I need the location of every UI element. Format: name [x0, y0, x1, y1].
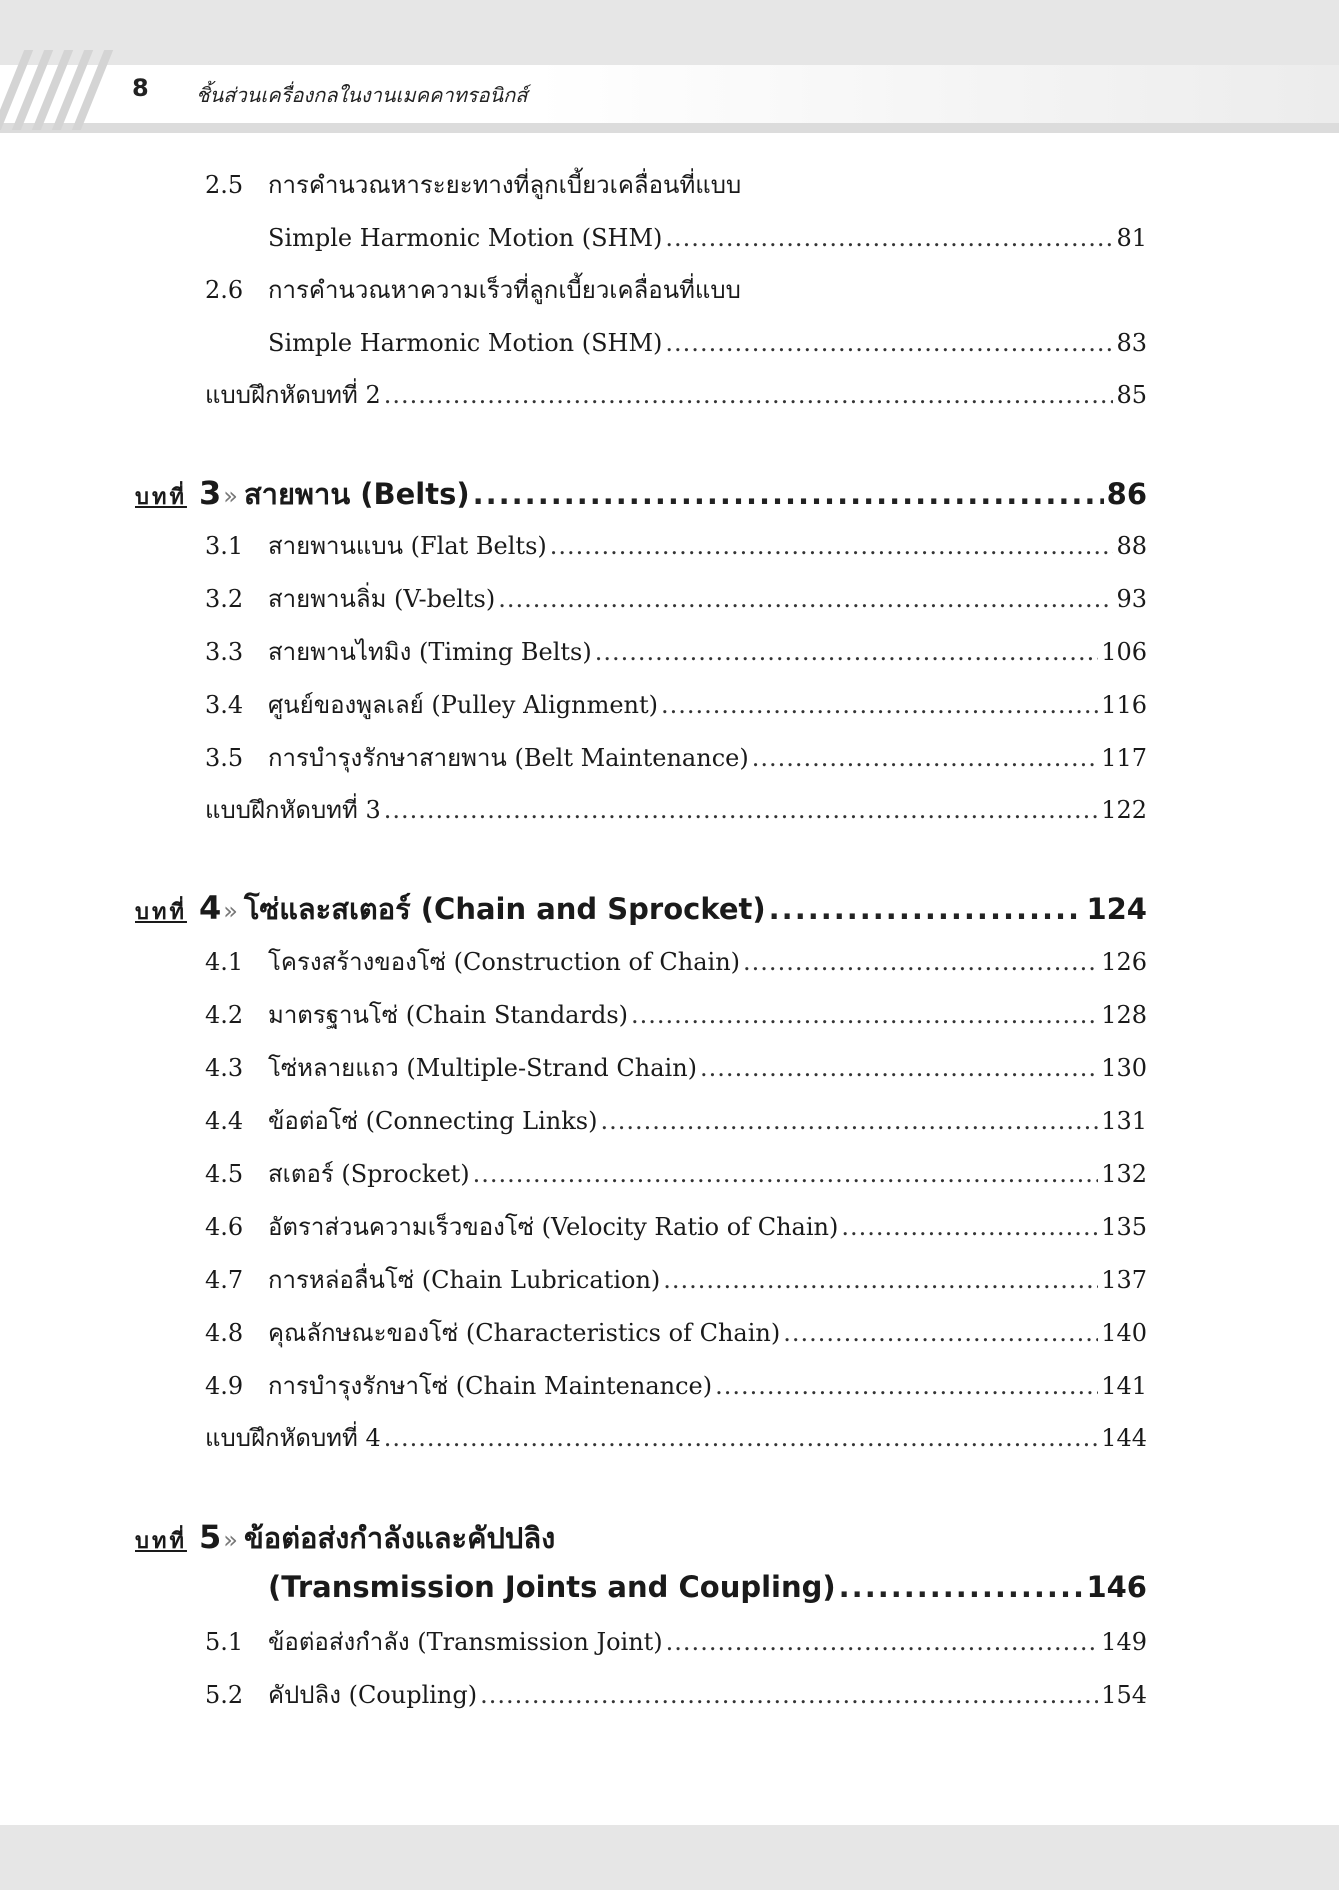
page-ref: 132	[1101, 1160, 1147, 1188]
toc-entry[interactable]	[205, 1624, 1147, 1660]
exercise-title: แบบฝึกหัดบทที่ 4	[205, 1424, 381, 1452]
page-ref: 140	[1101, 1319, 1147, 1347]
dot-leader	[743, 944, 1098, 980]
section-title: การหล่อลื่นโซ่ (Chain Lubrication)	[268, 1266, 661, 1294]
section-title: ศูนย์ของพูลเลย์ (Pulley Alignment)	[268, 691, 659, 719]
section-title: อัตราส่วนความเร็วของโซ่ (Velocity Ratio of Chain)	[268, 1213, 839, 1241]
page-ref: 128	[1101, 1001, 1147, 1029]
page-ref: 141	[1101, 1372, 1147, 1400]
page-ref: 126	[1101, 948, 1147, 976]
chapter-heading-3[interactable]	[135, 472, 1147, 519]
section-number: 4.3	[205, 1054, 244, 1082]
section-number: 2.6	[205, 276, 244, 304]
page-ref: 85	[1116, 381, 1147, 409]
chapter-number: 3	[199, 474, 222, 512]
section-title: การบำรุงรักษาโซ่ (Chain Maintenance)	[268, 1372, 713, 1400]
section-title-cont: Simple Harmonic Motion (SHM)	[268, 329, 663, 357]
section-title: คุณลักษณะของโซ่ (Characteristics of Chain)	[268, 1319, 781, 1347]
dot-leader	[600, 1103, 1098, 1139]
chapter-title: โซ่และสเตอร์ (Chain and Sprocket)	[243, 892, 766, 926]
chapter-number: 4	[199, 889, 222, 927]
dot-leader	[384, 377, 1114, 413]
toc-entry[interactable]	[205, 528, 1147, 564]
section-number: 5.1	[205, 1628, 244, 1656]
chapter-number: 5	[199, 1518, 222, 1556]
dot-leader	[595, 634, 1098, 670]
section-title: การคำนวณหาความเร็วที่ลูกเบี้ยวเคลื่อนที่แบบ	[268, 276, 741, 304]
section-title: สเตอร์ (Sprocket)	[268, 1160, 470, 1188]
exercise-title: แบบฝึกหัดบทที่ 2	[205, 381, 381, 409]
dot-leader	[715, 1368, 1098, 1404]
page-ref: 106	[1101, 638, 1147, 666]
section-number: 4.6	[205, 1213, 244, 1241]
toc-exercise-entry[interactable]	[205, 1420, 1147, 1456]
dot-leader	[700, 1050, 1098, 1086]
dot-leader	[473, 1156, 1099, 1192]
toc-entry-continuation[interactable]	[268, 325, 1147, 361]
exercise-title: แบบฝึกหัดบทที่ 3	[205, 796, 381, 824]
page-ref: 144	[1101, 1424, 1147, 1452]
toc-exercise-entry[interactable]	[205, 377, 1147, 413]
page-ref: 117	[1101, 744, 1147, 772]
section-number: 2.5	[205, 171, 244, 199]
dot-leader	[769, 888, 1084, 930]
page-ref: 88	[1116, 532, 1147, 560]
section-title: ข้อต่อโซ่ (Connecting Links)	[268, 1107, 598, 1135]
toc-entry[interactable]	[205, 167, 1147, 203]
page-ref: 130	[1101, 1054, 1147, 1082]
section-title: โครงสร้างของโซ่ (Construction of Chain)	[268, 948, 741, 976]
toc-entry[interactable]	[205, 1315, 1147, 1351]
section-title: มาตรฐานโซ่ (Chain Standards)	[268, 1001, 628, 1029]
chapter-word: บทที่	[135, 485, 187, 510]
double-chevron-icon: »	[223, 1526, 238, 1554]
chapter-title: ข้อต่อส่งกำลังและคัปปลิง	[243, 1521, 556, 1555]
dot-leader	[663, 1262, 1098, 1298]
page-ref: 146	[1086, 1570, 1147, 1604]
section-title: โซ่หลายแถว (Multiple-Strand Chain)	[268, 1054, 698, 1082]
dot-leader	[783, 1315, 1098, 1351]
section-title: สายพานแบน (Flat Belts)	[268, 532, 547, 560]
dot-leader	[498, 581, 1113, 617]
page-ref: 83	[1116, 329, 1147, 357]
dot-leader	[841, 1209, 1098, 1245]
page-ref: 135	[1101, 1213, 1147, 1241]
toc-entry[interactable]	[205, 581, 1147, 617]
top-margin-band	[0, 0, 1339, 65]
toc-entry[interactable]	[205, 1050, 1147, 1086]
page-ref: 154	[1101, 1681, 1147, 1709]
book-title: ชิ้นส่วนเครื่องกลในงานเมคคาทรอนิกส์	[196, 83, 528, 107]
double-chevron-icon: »	[223, 897, 238, 925]
section-title: ข้อต่อส่งกำลัง (Transmission Joint)	[268, 1628, 663, 1656]
page-ref: 86	[1106, 477, 1147, 511]
section-number: 4.7	[205, 1266, 244, 1294]
dot-leader	[631, 997, 1098, 1033]
section-number: 3.4	[205, 691, 244, 719]
dot-leader	[839, 1566, 1084, 1608]
dot-leader	[550, 528, 1114, 564]
section-number: 3.2	[205, 585, 244, 613]
page-number: 8	[132, 74, 149, 102]
page-ref: 131	[1101, 1107, 1147, 1135]
section-number: 4.1	[205, 948, 244, 976]
dot-leader	[661, 687, 1098, 723]
dot-leader	[473, 473, 1104, 515]
section-title-cont: Simple Harmonic Motion (SHM)	[268, 224, 663, 252]
page-ref: 93	[1116, 585, 1147, 613]
section-title: สายพานไทมิง (Timing Belts)	[268, 638, 592, 666]
chapter-heading-4[interactable]	[135, 887, 1147, 934]
dot-leader	[384, 792, 1098, 828]
page-ref: 122	[1101, 796, 1147, 824]
chapter-title-continuation[interactable]	[268, 1566, 1147, 1608]
dot-leader	[665, 220, 1113, 256]
header-stripe-decoration	[0, 50, 115, 130]
chapter-title: สายพาน (Belts)	[243, 477, 470, 511]
chapter-heading-5[interactable]	[135, 1516, 1147, 1563]
toc-entry[interactable]	[205, 687, 1147, 723]
section-number: 4.8	[205, 1319, 244, 1347]
chapter-word: บทที่	[135, 1529, 187, 1554]
toc-entry[interactable]	[205, 1156, 1147, 1192]
dot-leader	[665, 325, 1113, 361]
section-number: 4.2	[205, 1001, 244, 1029]
section-title: สายพานลิ่ม (V-belts)	[268, 585, 496, 613]
toc-entry[interactable]	[205, 1209, 1147, 1245]
toc-entry[interactable]	[205, 1677, 1147, 1713]
toc-entry[interactable]	[205, 634, 1147, 670]
section-number: 4.9	[205, 1372, 244, 1400]
toc-exercise-entry[interactable]	[205, 792, 1147, 828]
dot-leader	[480, 1677, 1098, 1713]
page-ref: 116	[1101, 691, 1147, 719]
section-number: 3.5	[205, 744, 244, 772]
toc-entry[interactable]	[205, 1103, 1147, 1139]
section-title: คัปปลิง (Coupling)	[268, 1681, 478, 1709]
dot-leader	[752, 740, 1098, 776]
toc-entry[interactable]	[205, 272, 1147, 308]
page-ref: 81	[1116, 224, 1147, 252]
section-title: การบำรุงรักษาสายพาน (Belt Maintenance)	[268, 744, 749, 772]
toc-entry[interactable]	[205, 997, 1147, 1033]
section-title: การคำนวณหาระยะทางที่ลูกเบี้ยวเคลื่อนที่แบบ	[268, 171, 742, 199]
toc-entry[interactable]	[205, 740, 1147, 776]
double-chevron-icon: »	[223, 482, 238, 510]
dot-leader	[666, 1624, 1099, 1660]
toc-entry[interactable]	[205, 1368, 1147, 1404]
section-number: 4.4	[205, 1107, 244, 1135]
page-ref: 149	[1101, 1628, 1147, 1656]
section-number: 4.5	[205, 1160, 244, 1188]
page-ref: 124	[1086, 892, 1147, 926]
bottom-margin-band	[0, 1825, 1339, 1890]
dot-leader	[384, 1420, 1098, 1456]
chapter-word: บทที่	[135, 900, 187, 925]
section-number: 3.1	[205, 532, 244, 560]
section-number: 3.3	[205, 638, 244, 666]
chapter-title-cont: (Transmission Joints and Coupling)	[268, 1570, 836, 1604]
toc-entry[interactable]	[205, 1262, 1147, 1298]
section-number: 5.2	[205, 1681, 244, 1709]
page-ref: 137	[1101, 1266, 1147, 1294]
toc-entry-continuation[interactable]	[268, 220, 1147, 256]
toc-entry[interactable]	[205, 944, 1147, 980]
